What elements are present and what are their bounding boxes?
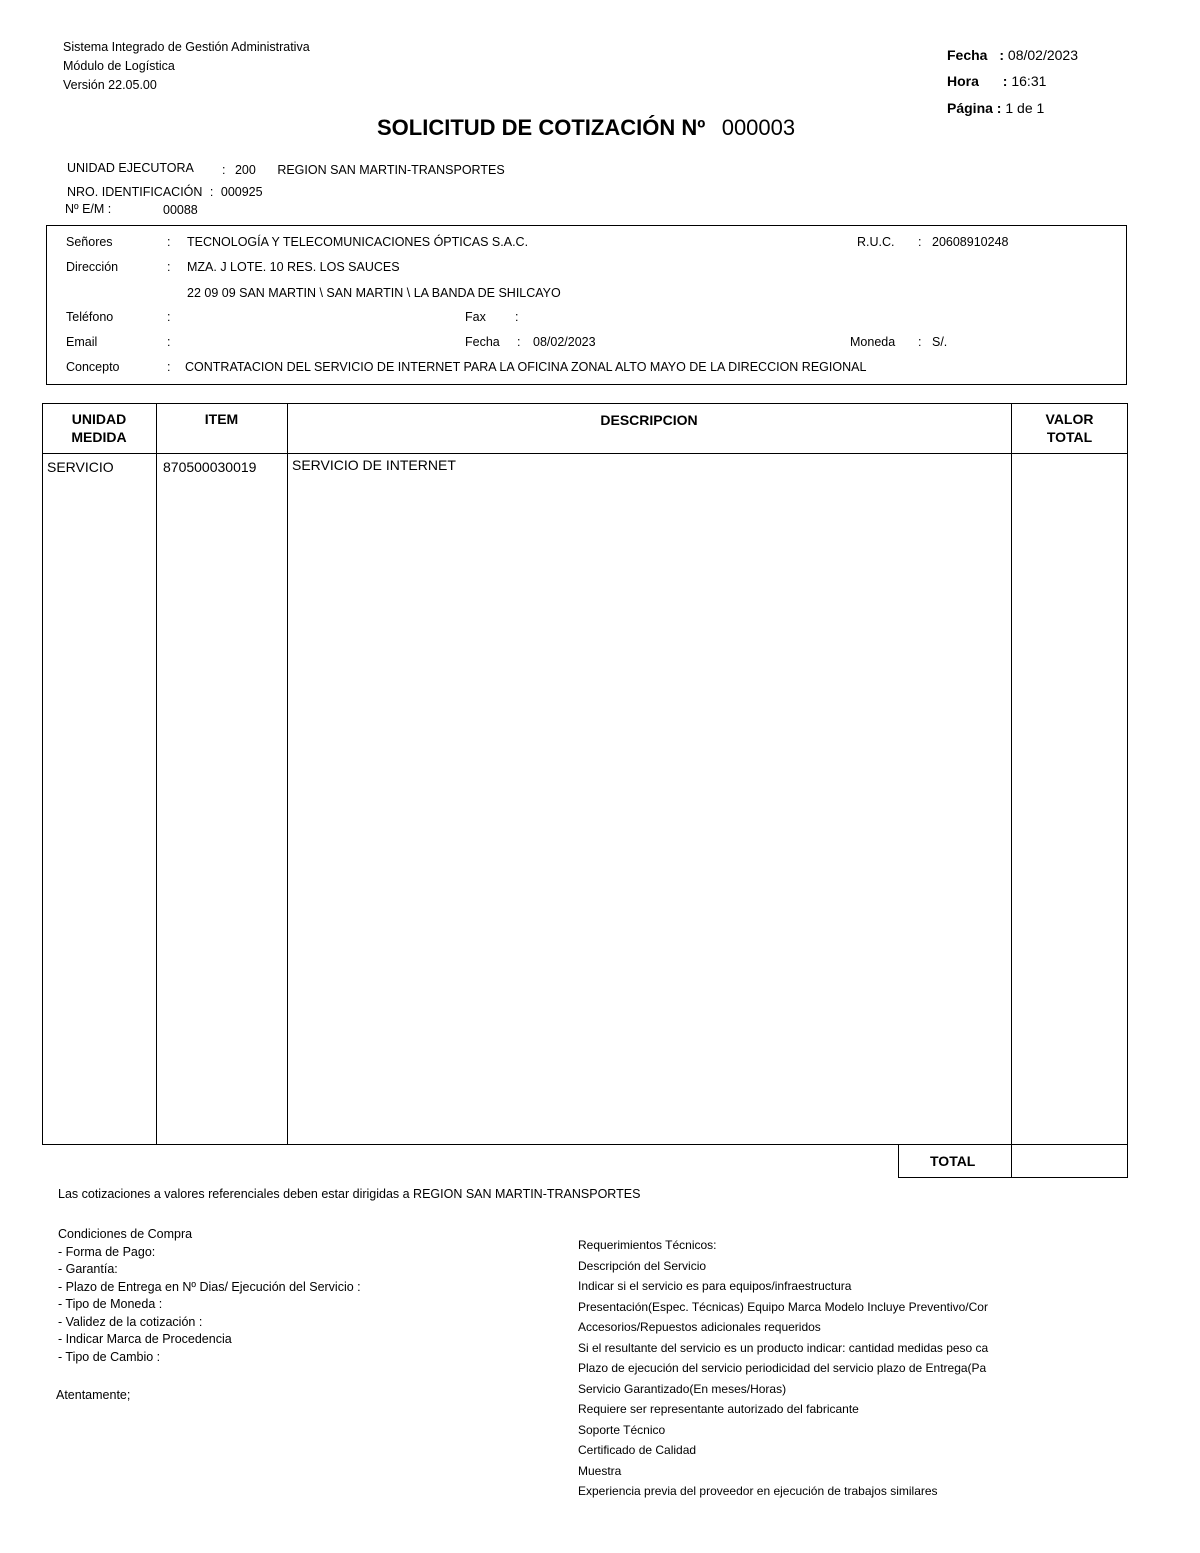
fax-label: Fax — [465, 310, 486, 324]
total-label: TOTAL — [930, 1153, 976, 1169]
colon: : — [517, 335, 521, 349]
condition-item: Condiciones de Compra — [58, 1227, 193, 1241]
row-unidad: SERVICIO — [47, 459, 114, 475]
requirement-item: Soporte Técnico — [578, 1422, 666, 1437]
concepto-value: CONTRATACION DEL SERVICIO DE INTERNET PARA LA OFICINA ZONAL ALTO MAYO DE LA DIRECCION REGIONAL — [185, 360, 867, 374]
fecha-value: 08/02/2023 — [533, 335, 596, 349]
total-divider — [1011, 1144, 1012, 1178]
condition-item: - Tipo de Moneda : — [58, 1297, 163, 1311]
em-label: Nº E/M : — [65, 202, 112, 216]
meta-pagina-value: 1 de 1 — [1005, 100, 1045, 116]
ubigeo-value: 22 09 09 SAN MARTIN \ SAN MARTIN \ LA BANDA DE SHILCAYO — [187, 286, 561, 300]
colon: : — [167, 235, 171, 249]
colon: : — [167, 310, 171, 324]
meta-fecha-label: Fecha — [947, 47, 988, 63]
unidad-values — [222, 163, 505, 177]
ruc-value: 20608910248 — [932, 235, 1009, 249]
fecha-label: Fecha — [465, 335, 500, 349]
items-table — [42, 403, 1128, 1145]
ruc-label: R.U.C. — [857, 235, 895, 249]
page-title — [377, 115, 795, 141]
unidad-label: UNIDAD EJECUTORA — [67, 161, 194, 175]
unidad-code: 200 — [234, 163, 256, 177]
requirement-item: Certificado de Calidad — [578, 1443, 697, 1457]
nro-identificacion — [67, 185, 263, 199]
em-value: 00088 — [163, 203, 198, 217]
requirement-item: Accesorios/Repuestos adicionales requeridos — [578, 1320, 821, 1334]
meta-fecha — [947, 47, 1078, 63]
requirement-item: Presentación(Espec. Técnicas) Equipo Marca Modelo Incluye Preventivo/Cor — [578, 1299, 988, 1314]
requirement-item: Requiere ser representante autorizado del fabricante — [578, 1402, 859, 1416]
requirements-list — [578, 1235, 1044, 1502]
title-number: 000003 — [721, 115, 796, 140]
condition-item: - Plazo de Entrega en Nº Dias/ Ejecución del Servicio : — [58, 1279, 361, 1294]
requirement-item: Servicio Garantizado(En meses/Horas) — [578, 1381, 787, 1396]
condition-item: - Forma de Pago: — [58, 1244, 156, 1259]
row-descripcion: SERVICIO DE INTERNET — [292, 457, 456, 473]
nro-label: NRO. IDENTIFICACIÓN — [67, 185, 203, 199]
condition-item: - Validez de la cotización : — [58, 1314, 203, 1329]
colon: : — [515, 310, 519, 324]
requirement-item: Descripción del Servicio — [578, 1258, 707, 1273]
meta-pagina — [947, 100, 1044, 116]
meta-fecha-value: 08/02/2023 — [1007, 47, 1078, 63]
senores-label: Señores — [66, 235, 113, 249]
col-header-unidad — [42, 410, 156, 446]
version: Versión 22.05.00 — [63, 78, 157, 92]
requirement-item: Plazo de ejecución del servicio periodicidad del servicio plazo de Entrega(Pa — [578, 1361, 987, 1375]
meta-pagina-label: Página : — [947, 100, 1002, 116]
requirement-item: Muestra — [578, 1463, 622, 1478]
system-info — [63, 38, 310, 95]
col-header-item: ITEM — [204, 411, 239, 427]
col-header-valor-line2: TOTAL — [1046, 429, 1093, 445]
requirement-item: Indicar si el servicio es para equipos/infraestructura — [578, 1279, 852, 1293]
colon: : — [209, 185, 214, 199]
meta-colon: : — [1002, 73, 1008, 89]
col-header-unidad-line1: UNIDAD — [71, 411, 127, 427]
condition-item: - Indicar Marca de Procedencia — [58, 1332, 232, 1346]
moneda-label: Moneda — [850, 335, 896, 349]
meta-colon: : — [999, 47, 1005, 63]
meta-hora-value: 16:31 — [1011, 73, 1047, 89]
telefono-label: Teléfono — [66, 310, 114, 324]
email-label: Email — [66, 335, 98, 349]
col-divider-1 — [156, 403, 157, 1145]
colon: : — [918, 335, 922, 349]
footer-note: Las cotizaciones a valores referenciales deben estar dirigidas a REGION SAN MARTIN-TRANSPORTES — [58, 1187, 641, 1201]
col-divider-2 — [287, 403, 288, 1145]
closing: Atentamente; — [56, 1388, 131, 1402]
condition-item: - Tipo de Cambio : — [58, 1349, 161, 1364]
colon: : — [222, 163, 226, 177]
table-header-divider — [42, 453, 1128, 454]
requirement-item: Experiencia previa del proveedor en ejecución de trabajos similares — [578, 1484, 938, 1498]
requirement-item: Si el resultante del servicio es un producto indicar: cantidad medidas peso ca — [578, 1340, 989, 1355]
unidad-name: REGION SAN MARTIN-TRANSPORTES — [277, 163, 505, 177]
system-name: Sistema Integrado de Gestión Administrativa — [63, 40, 310, 54]
condition-item: - Garantía: — [58, 1262, 118, 1276]
em-number — [65, 202, 111, 216]
meta-hora-label: Hora — [947, 73, 979, 89]
col-header-valor — [1011, 410, 1128, 446]
direccion-label: Dirección — [66, 260, 119, 274]
col-header-descripcion: DESCRIPCION — [600, 412, 698, 428]
col-header-valor-line1: VALOR — [1045, 411, 1094, 427]
col-header-unidad-line2: MEDIDA — [71, 429, 127, 445]
module-name: Módulo de Logística — [63, 59, 175, 73]
colon: : — [167, 260, 171, 274]
meta-hora — [947, 73, 1046, 89]
requirement-item: Requerimientos Técnicos: — [578, 1238, 717, 1252]
nro-value: 000925 — [220, 185, 263, 199]
direccion-value: MZA. J LOTE. 10 RES. LOS SAUCES — [187, 260, 400, 274]
colon: : — [167, 335, 171, 349]
row-item: 870500030019 — [163, 459, 257, 475]
unidad-ejecutora — [67, 161, 194, 175]
senores-value: TECNOLOGÍA Y TELECOMUNICACIONES ÓPTICAS S.A.C. — [187, 235, 529, 249]
title-text: SOLICITUD DE COTIZACIÓN Nº — [377, 115, 706, 140]
colon: : — [167, 360, 171, 374]
colon: : — [918, 235, 922, 249]
concepto-label: Concepto — [66, 360, 120, 374]
conditions-list — [58, 1226, 361, 1366]
moneda-value: S/. — [932, 335, 948, 349]
col-divider-3 — [1011, 403, 1012, 1145]
